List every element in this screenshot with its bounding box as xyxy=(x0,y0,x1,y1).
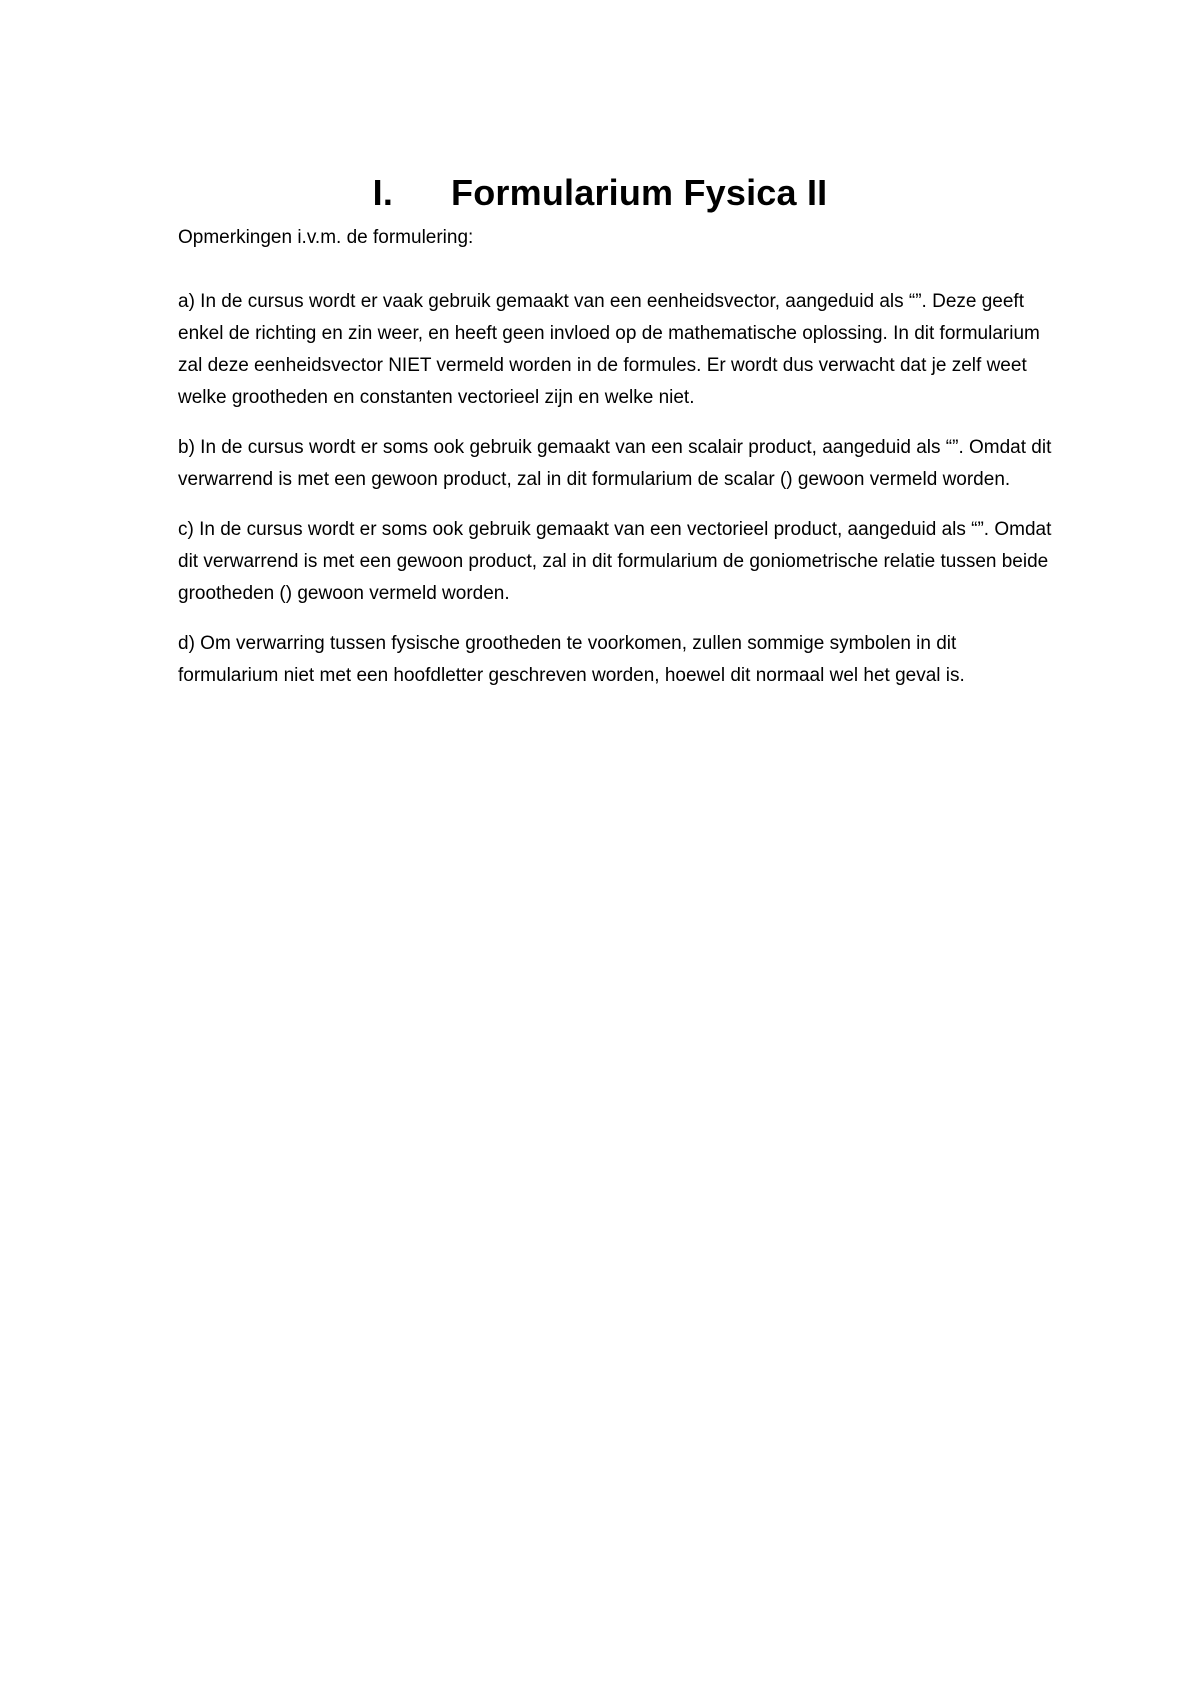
page-title xyxy=(0,172,1200,214)
heading-number: I. xyxy=(372,172,394,214)
intro-text: Opmerkingen i.v.m. de formulering: xyxy=(178,227,474,248)
note-b: b) In de cursus wordt er soms ook gebruik gemaakt van een scalair product, aangeduid als “”. Omdat dit verwarrend is met een gewoon product, zal in dit formularium de scalar () gewoon vermeld worden. xyxy=(178,437,1052,490)
note-a: a) In de cursus wordt er vaak gebruik gemaakt van een eenheidsvector, aangeduid als “”. Deze geeft enkel de richting en zin weer, en heeft geen invloed op de mathematische oplossing. In dit formularium zal deze eenheidsvector NIET vermeld worden in de formules. Er wordt dus verwacht dat je zelf weet welke grootheden en constanten vectorieel zijn en welke niet. xyxy=(178,291,1040,408)
heading-title: Formularium Fysica II xyxy=(451,172,828,214)
note-d: d) Om verwarring tussen fysische grootheden te voorkomen, zullen sommige symbolen in dit formularium niet met een hoofdletter geschreven worden, hoewel dit normaal wel het geval is. xyxy=(178,633,965,686)
document-body xyxy=(178,222,1058,710)
note-c: c) In de cursus wordt er soms ook gebruik gemaakt van een vectorieel product, aangeduid als “”. Omdat dit verwarrend is met een gewoon product, zal in dit formularium de goniometrische relatie tussen beide grootheden () gewoon vermeld worden. xyxy=(178,519,1052,604)
